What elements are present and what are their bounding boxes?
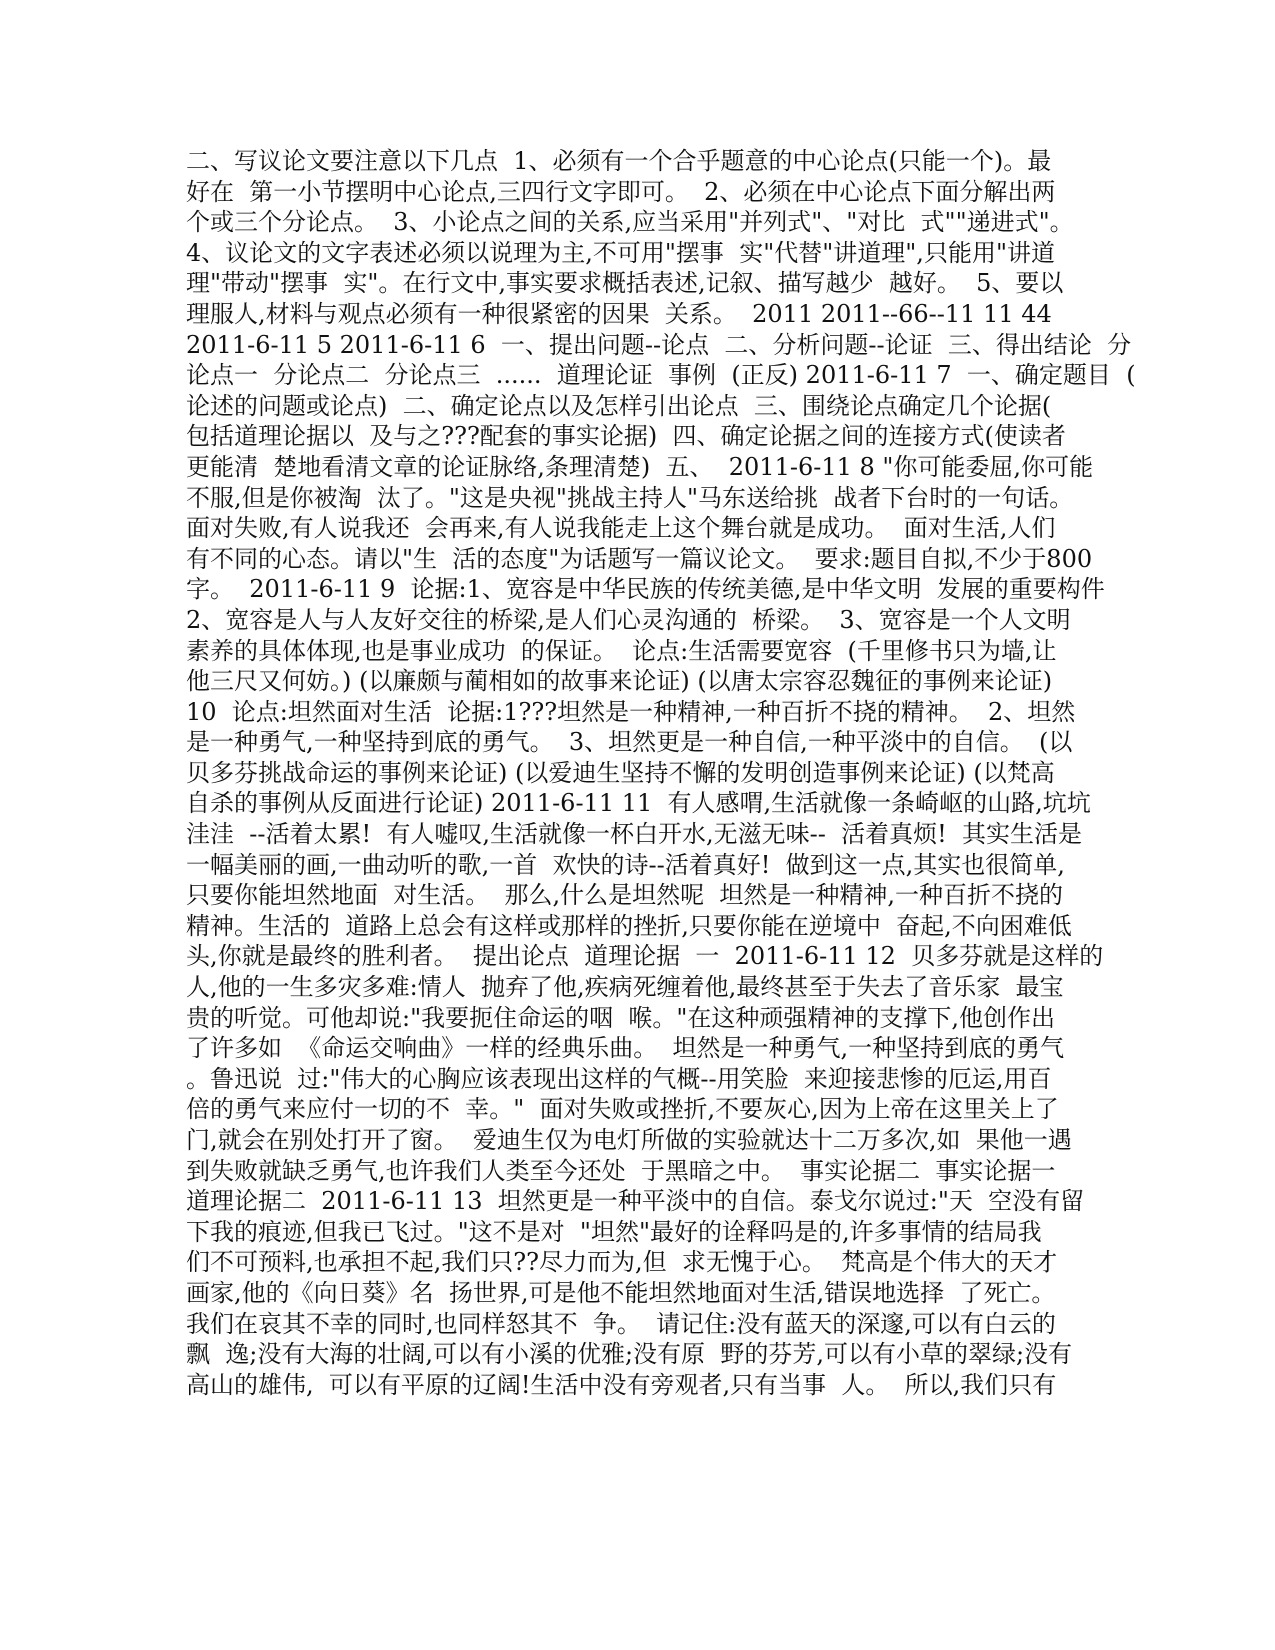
text-line: 们不可预料,也承担不起,我们只??尽力而为,但 求无愧于心。 梵高是个伟大的天才 bbox=[186, 1248, 1058, 1277]
text-line: 理服人,材料与观点必须有一种很紧密的因果 关系。 2011 2011--66--11 11 44 bbox=[186, 299, 1052, 328]
text-line: 下我的痕迹,但我已飞过。"这不是对 "坦然"最好的诠释吗是的,许多事情的结局我 bbox=[186, 1217, 1042, 1246]
text-line: 字。 2011-6-11 9 论据:1、宽容是中华民族的传统美德,是中华文明 发展的重要构件 bbox=[186, 575, 1105, 604]
text-line: 了许多如 《命运交响曲》一样的经典乐曲。 坦然是一种勇气,一种坚持到底的勇气 bbox=[186, 1034, 1065, 1063]
text-line: 洼洼 --活着太累! 有人嘘叹,生活就像一杯白开水,无滋无味-- 活着真烦! 其实生活是 bbox=[186, 820, 1083, 849]
text-line: 论述的问题或论点) 二、确定论点以及怎样引出论点 三、围绕论点确定几个论据( bbox=[186, 391, 1052, 420]
text-line: 个或三个分论点。 3、小论点之间的关系,应当采用"并列式"、"对比 式""递进式"。 bbox=[186, 208, 1074, 237]
text-line: 人,他的一生多灾多难:情人 抛弃了他,疾病死缠着他,最终甚至于失去了音乐家 最宝 bbox=[186, 973, 1064, 1002]
text-line: 一幅美丽的画,一曲动听的歌,一首 欢快的诗--活着真好! 做到这一点,其实也很简单, bbox=[186, 850, 1065, 879]
text-line: 更能清 楚地看清文章的论证脉络,条理清楚) 五、 2011-6-11 8 "你可能委屈,你可能 bbox=[186, 452, 1094, 481]
text-line: 10 论点:坦然面对生活 论据:1???坦然是一种精神,一种百折不挠的精神。 2、坦然 bbox=[186, 697, 1076, 726]
text-line: 2011-6-11 5 2011-6-11 6 一、提出问题--论点 二、分析问题--论证 三、得出结论 分 bbox=[186, 330, 1132, 359]
text-line: 飘 逸;没有大海的壮阔,可以有小溪的优雅;没有原 野的芬芳,可以有小草的翠绿;没有 bbox=[186, 1340, 1073, 1369]
text-line: 到失败就缺乏勇气,也许我们人类至今还处 于黑暗之中。 事实论据二 事实论据一 bbox=[186, 1156, 1056, 1185]
text-line: 贝多芬挑战命运的事例来论证) (以爱迪生坚持不懈的发明创造事例来论证) (以梵高 bbox=[186, 758, 1055, 787]
text-line: 好在 第一小节摆明中心论点,三四行文字即可。 2、必须在中心论点下面分解出两 bbox=[186, 177, 1056, 206]
text-line: 倍的勇气来应付一切的不 幸。" 面对失败或挫折,不要灰心,因为上帝在这里关上了 bbox=[186, 1095, 1059, 1124]
text-line: 高山的雄伟, 可以有平原的辽阔!生活中没有旁观者,只有当事 人。 所以,我们只有 bbox=[186, 1370, 1057, 1399]
text-line: 道理论据二 2011-6-11 13 坦然更是一种平淡中的自信。泰戈尔说过:"天 空没有留 bbox=[186, 1187, 1085, 1216]
text-line: 。鲁迅说 过:"伟大的心胸应该表现出这样的气概--用笑脸 来迎接悲惨的厄运,用百 bbox=[186, 1064, 1052, 1093]
text-line: 不服,但是你被淘 汰了。"这是央视"挑战主持人"马东送给挑 战者下台时的一句话。 bbox=[186, 483, 1074, 512]
text-line: 贵的听觉。可他却说:"我要扼住命运的咽 喉。"在这种顽强精神的支撑下,他创作出 bbox=[186, 1003, 1056, 1032]
text-line: 门,就会在别处打开了窗。 爱迪生仅为电灯所做的实验就达十二万多次,如 果他一遇 bbox=[186, 1126, 1072, 1154]
text-line: 只要你能坦然地面 对生活。 那么,什么是坦然呢 坦然是一种精神,一种百折不挠的 bbox=[186, 881, 1064, 910]
text-line: 是一种勇气,一种坚持到底的勇气。 3、坦然更是一种自信,一种平淡中的自信。 (以 bbox=[186, 728, 1073, 757]
text-line: 面对失败,有人说我还 会再来,有人说我能走上这个舞台就是成功。 面对生活,人们 bbox=[186, 514, 1056, 543]
text-line: 有不同的心态。请以"生 活的态度"为话题写一篇议论文。 要求:题目自拟,不少于800 bbox=[186, 544, 1093, 573]
text-line: 他三尺又何妨。) (以廉颇与蔺相如的故事来论证) (以唐太宗容忍魏征的事例来论证) bbox=[186, 667, 1053, 696]
text-line: 画家,他的《向日葵》名 扬世界,可是他不能坦然地面对生活,错误地选择 了死亡。 bbox=[186, 1278, 1056, 1307]
body-text bbox=[186, 146, 1136, 1400]
text-line: 理"带动"摆事 实"。在行文中,事实要求概括表述,记叙、描写越少 越好。 5、要以 bbox=[186, 269, 1064, 298]
text-line: 论点一 分论点二 分论点三 ...... 道理论证 事例 (正反) 2011-6-11 7 一、确定题目 ( bbox=[186, 361, 1136, 390]
text-line: 2、宽容是人与人友好交往的桥梁,是人们心灵沟通的 桥梁。 3、宽容是一个人文明 bbox=[186, 605, 1071, 634]
text-line: 精神。生活的 道路上总会有这样或那样的挫折,只要你能在逆境中 奋起,不向困难低 bbox=[186, 911, 1072, 940]
text-line: 4、议论文的文字表述必须以说理为主,不可用"摆事 实"代替"讲道理",只能用"讲道 bbox=[186, 238, 1055, 267]
text-line: 包括道理论据以 及与之???配套的事实论据) 四、确定论据之间的连接方式(使读者 bbox=[186, 422, 1066, 451]
text-line: 二、写议论文要注意以下几点 1、必须有一个合乎题意的中心论点(只能一个)。最 bbox=[186, 147, 1052, 175]
text-line: 我们在哀其不幸的同时,也同样怒其不 争。 请记住:没有蓝天的深邃,可以有白云的 bbox=[186, 1309, 1056, 1338]
text-line: 素养的具体体现,也是事业成功 的保证。 论点:生活需要宽容 (千里修书只为墙,让 bbox=[186, 636, 1057, 665]
text-line: 头,你就是最终的胜利者。 提出论点 道理论据 一 2011-6-11 12 贝多芬就是这样的 bbox=[186, 942, 1104, 971]
text-line: 自杀的事例从反面进行论证) 2011-6-11 11 有人感喟,生活就像一条崎岖的山路,坑坑 bbox=[186, 789, 1091, 818]
